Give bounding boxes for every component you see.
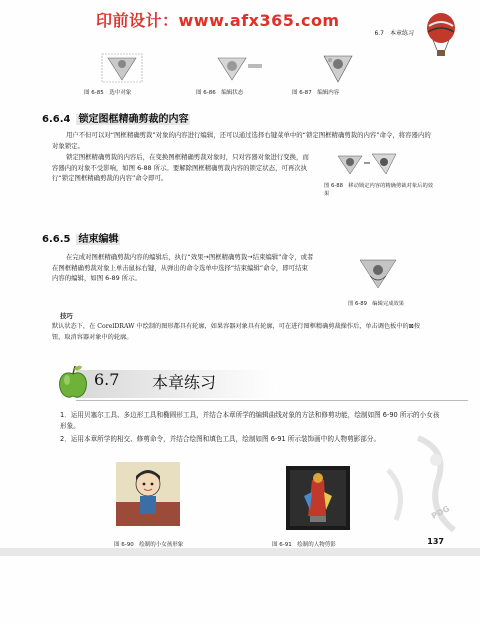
figure-6-85-image: [94, 50, 150, 86]
section-number: 6.6.5: [42, 234, 71, 245]
section-6-6-5-heading: [42, 230, 120, 245]
section-6-7-heading: [56, 364, 456, 408]
page-bottom-band: [0, 548, 480, 556]
section-6-6-4-paragraph-1: 用户不但可以对“图框精确剪裁”对象的内容进行编辑，还可以通过选择右键菜单中的“锁定图框精确剪裁的内容”命令，将容器内的对象锁定。: [52, 131, 431, 150]
section-6-6-5-paragraph: 在完成对图框精确剪裁内容的编辑后，执行“效果→图框精确剪裁→结束编辑”命令，或者在图框精确剪裁对象上单击鼠标右键，从弹出的命令选单中选择“结束编辑”命令，即可结束内容的编辑，如图 6-89 所示。: [52, 253, 314, 282]
heading-rule: [76, 400, 468, 401]
exercise-2: 2．运用本章所学的相交、修剪命令，并结合绘图和填色工具，绘制如图 6-91 所示装饰画中的人物剪影部分。: [60, 435, 381, 443]
figure-6-87-image: [310, 50, 366, 86]
figure-6-89-image: [350, 256, 406, 292]
figure-6-87-caption: 图 6-87 编辑内容: [292, 90, 340, 96]
running-head: 6.7 本章练习: [374, 30, 414, 37]
watermark-text: 印前设计：www.afx365.com: [96, 11, 340, 30]
figure-6-90-image: [116, 462, 180, 526]
figure-6-85-caption: 图 6-85 选中对象: [84, 90, 132, 96]
section-6-6-4-paragraph-2: 锁定图框精确剪裁的内容后，在变换图框精确剪裁对象时，只对容器对象进行变换，而容器内的对象不受影响，如图 6-88 所示。要解除图框精确剪裁内容的锁定状态，可再次执行“锁定图框精确剪裁的内容”命令即可。: [52, 153, 309, 182]
figure-6-86-image: [210, 50, 266, 86]
apple-icon: [56, 364, 90, 400]
section-title: 结束编辑: [78, 234, 119, 245]
decorative-corner-calligraphy: [378, 430, 462, 540]
tip-label: 技巧: [60, 312, 73, 320]
figure-6-91-image: [286, 466, 350, 530]
page-number: 137: [427, 537, 444, 546]
section-number: 6.7: [94, 370, 120, 389]
section-title: 本章练习: [152, 373, 217, 392]
figure-6-88-image: [334, 150, 398, 178]
figure-6-86-caption: 图 6-86 编辑状态: [196, 90, 244, 96]
section-6-6-4-heading: [42, 110, 190, 125]
section-title: 锁定图框精确剪裁的内容: [78, 114, 189, 125]
section-number: 6.6.4: [42, 114, 71, 125]
figure-6-89-caption: 图 6-89 编辑完成效果: [348, 301, 405, 307]
tip-body: 默认状态下，在 CorelDRAW 中绘制的图形都具有轮廓，如果容器对象具有轮廓，可在进行图框精确剪裁操作后，单击调色板中的⊠按钮，取消容器对象中的轮廓。: [52, 323, 421, 341]
figure-6-91-caption: 图 6-91 绘制的人物剪影: [272, 542, 336, 548]
pdg-mark: PDG: [429, 504, 451, 521]
figure-6-90-caption: 图 6-90 绘制的小女孩形象: [114, 542, 184, 548]
figure-6-88-caption: 图 6-88 移动锁定内容的精确剪裁对象后的效果: [324, 183, 434, 197]
top-figure-row: [80, 50, 400, 110]
hot-air-balloon-icon: [424, 12, 458, 60]
exercise-1: 1．运用贝塞尔工具、多边形工具和椭圆形工具，并结合本章所学的编辑曲线对象的方法和修剪功能，绘制如图 6-90 所示的小女孩形象。: [60, 411, 440, 430]
